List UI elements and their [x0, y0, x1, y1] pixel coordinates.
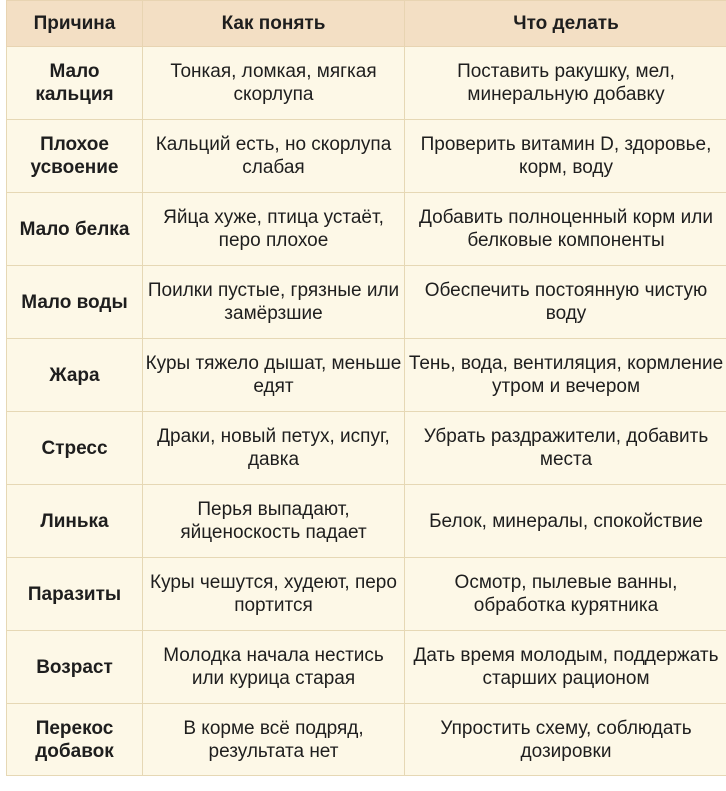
header-row: [7, 1, 726, 47]
how-cell: Поилки пустые, грязные или замёрзшие: [143, 266, 405, 339]
table-row: [7, 704, 726, 776]
table-row: [7, 631, 726, 704]
action-cell: Упростить схему, соблюдать дозировки: [405, 704, 726, 776]
cause-cell: Мало белка: [7, 193, 143, 266]
header-cause: Причина: [7, 1, 143, 47]
table-row: [7, 266, 726, 339]
cause-cell: Плохое усвоение: [7, 120, 143, 193]
cause-cell: Линька: [7, 485, 143, 558]
cause-cell: Возраст: [7, 631, 143, 704]
action-cell: Осмотр, пылевые ванны, обработка курятника: [405, 558, 726, 631]
header-action: Что делать: [405, 1, 726, 47]
how-cell: Молодка начала нестись или курица старая: [143, 631, 405, 704]
table-row: [7, 120, 726, 193]
action-cell: Поставить ракушку, мел, минеральную добавку: [405, 47, 726, 120]
how-cell: Куры чешутся, худеют, перо портится: [143, 558, 405, 631]
how-cell: Куры тяжело дышат, меньше едят: [143, 339, 405, 412]
table-row: [7, 47, 726, 120]
action-cell: Дать время молодым, поддержать старших рационом: [405, 631, 726, 704]
action-cell: Добавить полноценный корм или белковые компоненты: [405, 193, 726, 266]
causes-table: [6, 0, 726, 776]
action-cell: Обеспечить постоянную чистую воду: [405, 266, 726, 339]
how-cell: Драки, новый петух, испуг, давка: [143, 412, 405, 485]
table-row: [7, 193, 726, 266]
how-cell: Яйца хуже, птица устаёт, перо плохое: [143, 193, 405, 266]
action-cell: Белок, минералы, спокойствие: [405, 485, 726, 558]
how-cell: Кальций есть, но скорлупа слабая: [143, 120, 405, 193]
how-cell: Тонкая, ломкая, мягкая скорлупа: [143, 47, 405, 120]
action-cell: Тень, вода, вентиляция, кормление утром и вечером: [405, 339, 726, 412]
how-cell: Перья выпадают, яйценоскость падает: [143, 485, 405, 558]
cause-cell: Стресс: [7, 412, 143, 485]
cause-cell: Мало кальция: [7, 47, 143, 120]
table-row: [7, 339, 726, 412]
cause-cell: Паразиты: [7, 558, 143, 631]
table-row: [7, 558, 726, 631]
action-cell: Проверить витамин D, здоровье, корм, воду: [405, 120, 726, 193]
table-row: [7, 412, 726, 485]
cause-cell: Жара: [7, 339, 143, 412]
action-cell: Убрать раздражители, добавить места: [405, 412, 726, 485]
cause-cell: Перекос добавок: [7, 704, 143, 776]
header-how: Как понять: [143, 1, 405, 47]
how-cell: В корме всё подряд, результата нет: [143, 704, 405, 776]
cause-cell: Мало воды: [7, 266, 143, 339]
table-row: [7, 485, 726, 558]
